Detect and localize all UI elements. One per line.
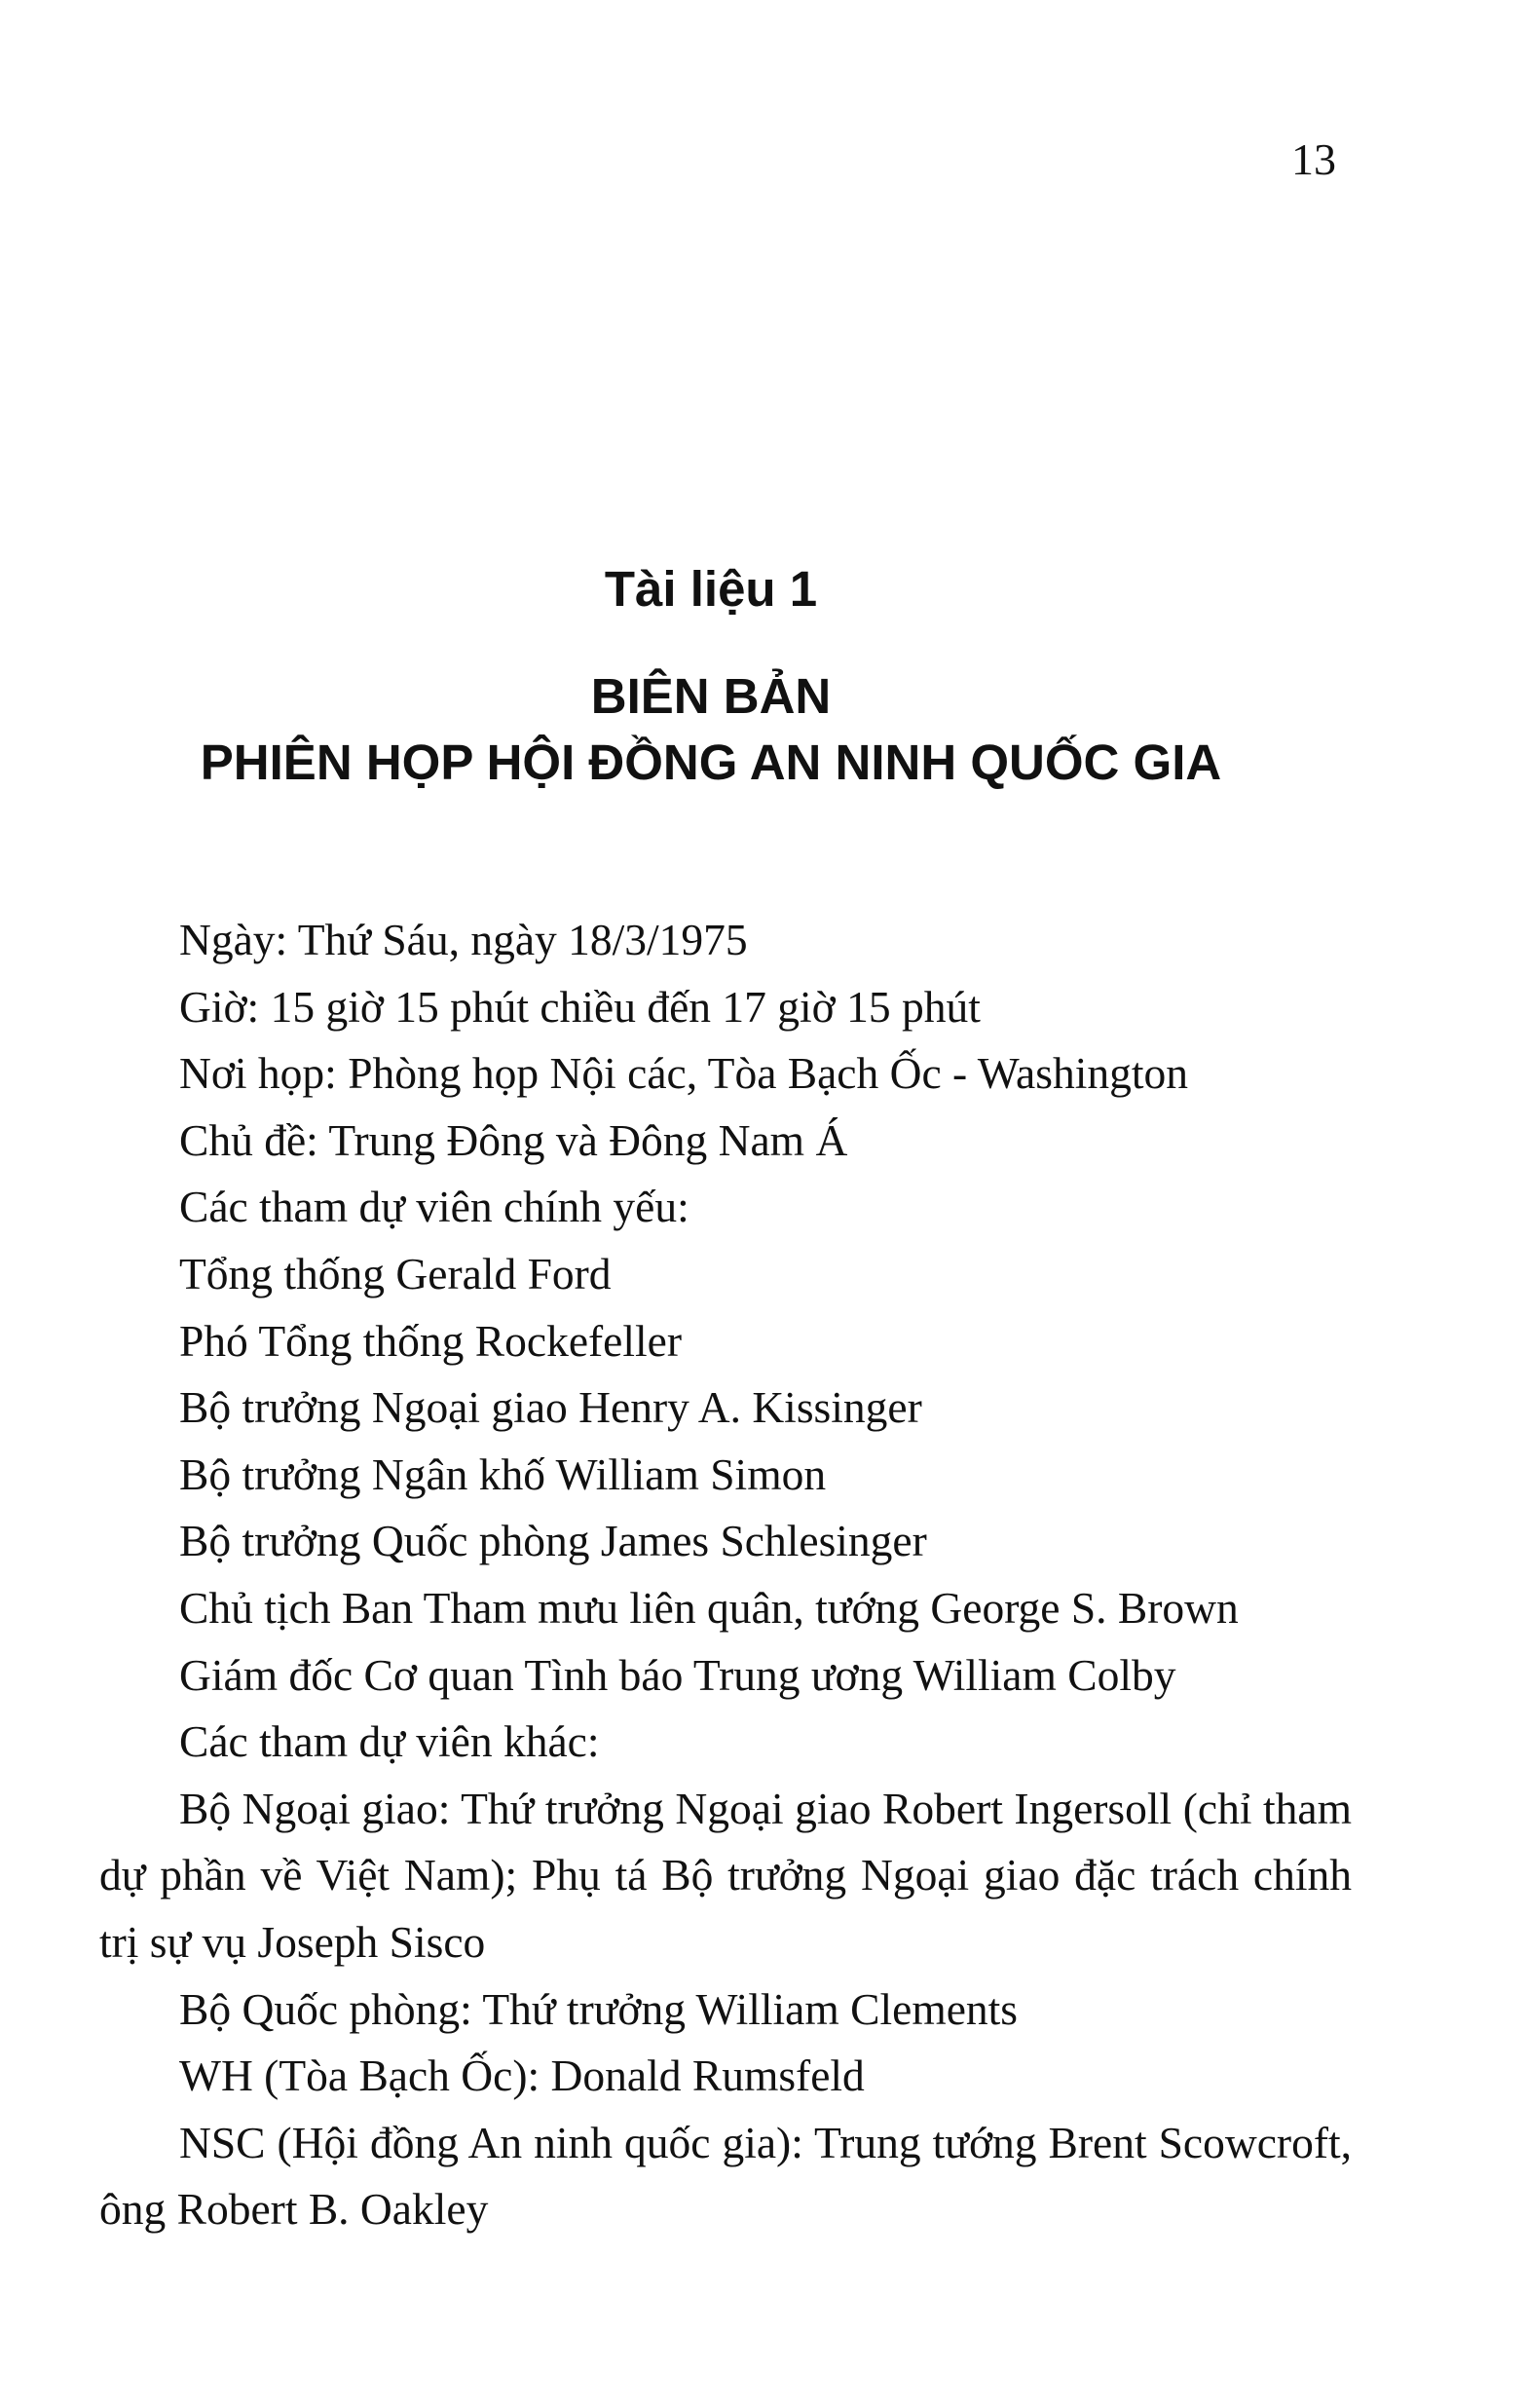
participant-treasury-secretary: Bộ trưởng Ngân khố William Simon xyxy=(179,1449,827,1499)
page-number: 13 xyxy=(1291,134,1336,184)
meeting-time: Giờ: 15 giờ 15 phút chiều đến 17 giờ 15 phút xyxy=(179,981,981,1032)
participant-president: Tổng thống Gerald Ford xyxy=(179,1248,612,1298)
meeting-place: Nơi họp: Phòng họp Nội các, Tòa Bạch Ốc - Washington xyxy=(179,1048,1188,1099)
defense-department-attendees: Bộ Quốc phòng: Thứ trưởng William Clements xyxy=(179,1983,1019,2034)
participant-jcs-chairman: Chủ tịch Ban Tham mưu liên quân, tướng George S. Brown xyxy=(179,1582,1239,1633)
participant-vice-president: Phó Tổng thống Rockefeller xyxy=(179,1315,683,1366)
participant-defense-secretary: Bộ trưởng Quốc phòng James Schlesinger xyxy=(179,1516,927,1566)
participant-cia-director: Giám đốc Cơ quan Tình báo Trung ương William Colby xyxy=(179,1649,1176,1700)
nsc-attendees: NSC (Hội đồng An ninh quốc gia): Trung tướng Brent Scowcroft, ông Robert B. Oakley xyxy=(99,2117,1352,2235)
principal-participants-heading: Các tham dự viên chính yếu: xyxy=(179,1182,689,1232)
white-house-attendees: WH (Tòa Bạch Ốc): Donald Rumsfeld xyxy=(179,2051,865,2101)
other-participants-heading: Các tham dự viên khác: xyxy=(179,1716,600,1767)
meeting-topic: Chủ đề: Trung Đông và Đông Nam Á xyxy=(179,1114,848,1165)
document-body xyxy=(99,907,1352,2243)
title-line-2: PHIÊN HỌP HỘI ĐỒNG AN NINH QUỐC GIA xyxy=(200,734,1222,790)
state-department-attendees: Bộ Ngoại giao: Thứ trưởng Ngoại giao Robert Ingersoll (chỉ tham dự phần về Việt Nam); Phụ tá Bộ trưởng Ngoại giao đặc trách chính trị sự vụ Joseph Sisco xyxy=(99,1783,1352,1967)
document-label: Tài liệu 1 xyxy=(604,561,818,617)
participant-secretary-of-state: Bộ trưởng Ngoại giao Henry A. Kissinger xyxy=(179,1382,922,1433)
meeting-date: Ngày: Thứ Sáu, ngày 18/3/1975 xyxy=(179,915,748,964)
title-line-1: BIÊN BẢN xyxy=(590,668,832,724)
